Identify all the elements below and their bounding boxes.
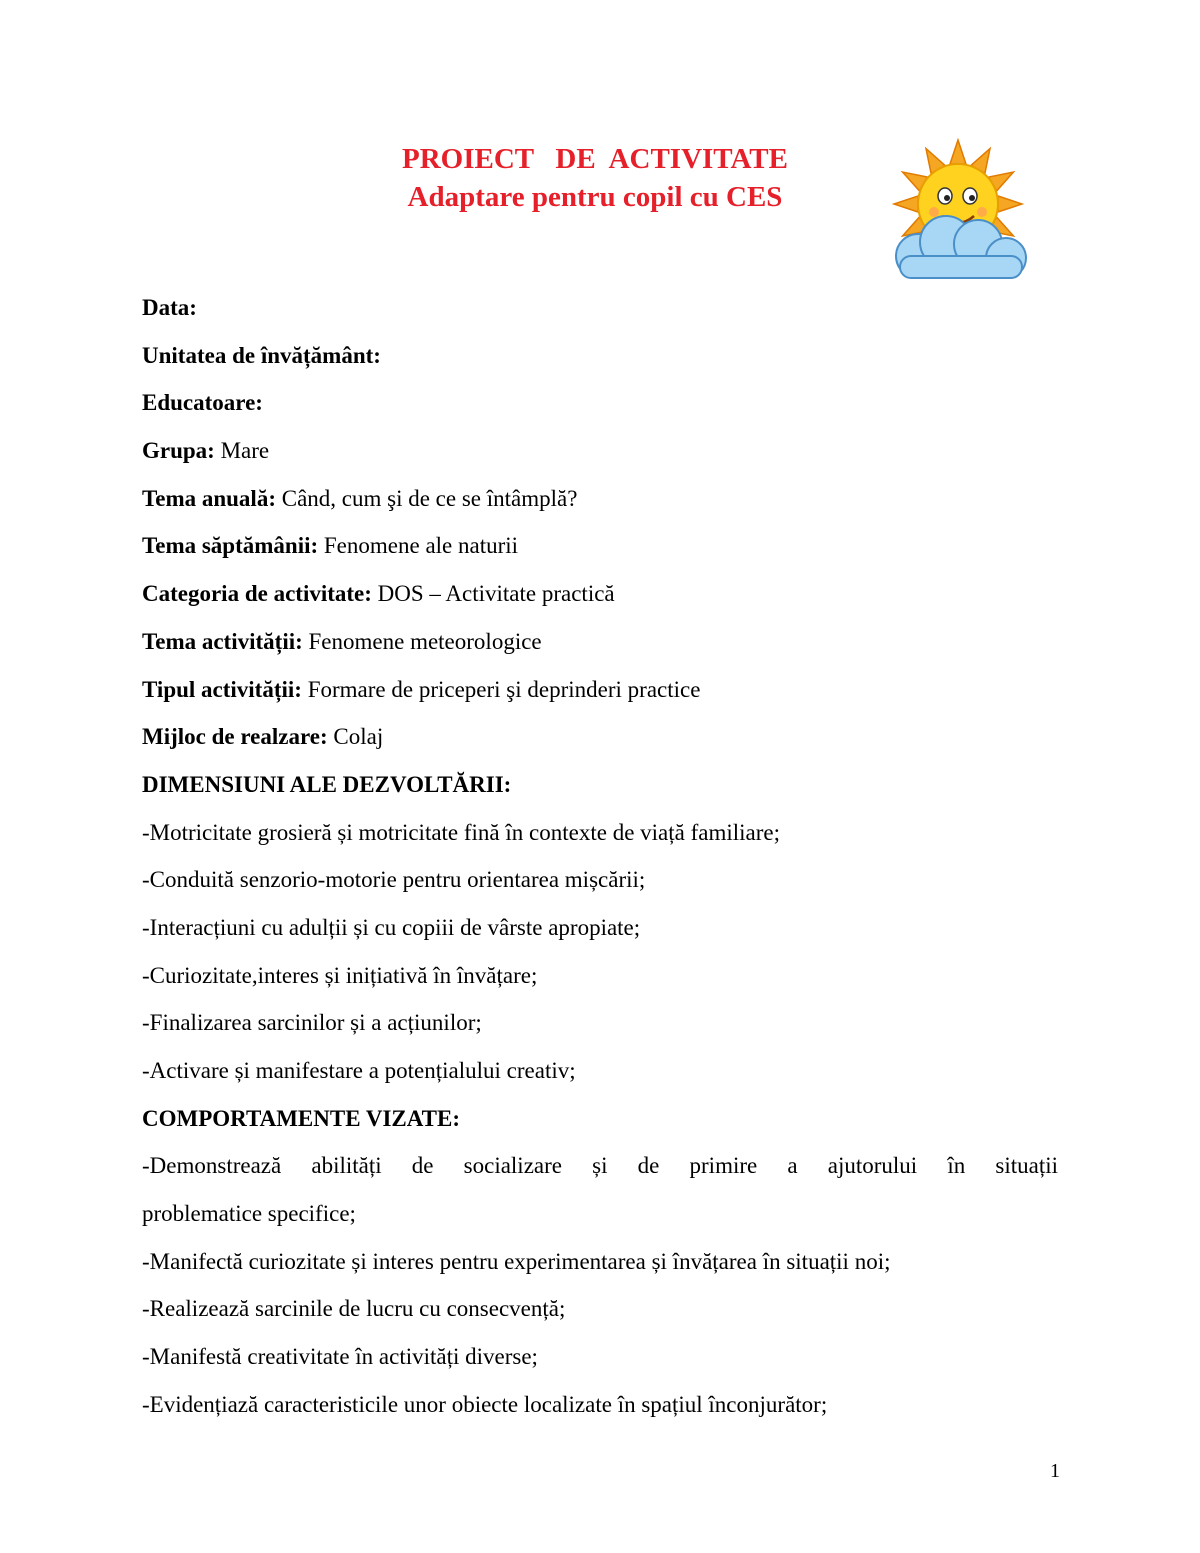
info-row-educatoare — [142, 379, 1058, 427]
info-label: Grupa: — [142, 438, 215, 464]
list-item: problematice specifice; — [142, 1201, 356, 1227]
list-item: -Realizează sarcinile de lucru cu consecvență; — [142, 1296, 566, 1322]
info-value: Formare de priceperi şi deprinderi practice — [307, 676, 701, 702]
info-row-tipul-activitatii — [142, 666, 1058, 714]
dimensiuni-heading: DIMENSIUNI ALE DEZVOLTĂRII: — [142, 771, 512, 797]
info-label: Unitatea de învățământ: — [142, 342, 381, 368]
info-row-unitatea — [142, 332, 1058, 380]
list-item: -Evidențiază caracteristicile unor obiecte localizate în spațiul înconjurător; — [142, 1391, 828, 1417]
document-title: PROIECT DE ACTIVITATE — [402, 143, 788, 175]
list-item: -Manifectă curiozitate și interes pentru experimentarea și învățarea în situații noi; — [142, 1248, 891, 1274]
info-value: Fenomene ale naturii — [323, 533, 519, 559]
info-label: Tema anuală: — [142, 485, 276, 511]
info-value: Când, cum şi de ce se întâmplă? — [281, 485, 578, 511]
info-row-tema-activitatii — [142, 618, 1058, 666]
info-value: DOS – Activitate practică — [377, 581, 615, 607]
info-value: Fenomene meteorologice — [308, 628, 542, 654]
document-body — [142, 284, 1058, 1429]
list-item: -Conduită senzorio-motorie pentru orientarea mișcării; — [142, 867, 646, 893]
list-item: -Manifestă creativitate în activități diverse; — [142, 1344, 538, 1370]
info-label: Mijloc de realzare: — [142, 724, 328, 750]
info-value: Colaj — [333, 724, 384, 750]
info-row-tema-anuala — [142, 475, 1058, 523]
info-row-tema-saptamanii — [142, 522, 1058, 570]
info-label: Tema activității: — [142, 628, 303, 654]
info-label: Categoria de activitate: — [142, 581, 372, 607]
list-item-text: -Demonstrează abilități de socializare și de primire a ajutorului în situații — [142, 1153, 1058, 1179]
list-item: -Curiozitate,interes și inițiativă în învățare; — [142, 962, 538, 988]
list-item: -Activare și manifestare a potențialului creativ; — [142, 1058, 576, 1083]
info-row-mijloc — [142, 713, 1058, 761]
info-value: Mare — [220, 438, 270, 464]
list-item: -Finalizarea sarcinilor și a acțiunilor; — [142, 1010, 482, 1036]
list-item: -Motricitate grosieră și motricitate fină în contexte de viață familiare; — [142, 819, 780, 845]
info-label: Educatoare: — [142, 390, 263, 416]
info-label: Tema săptămânii: — [142, 533, 319, 559]
list-item: -Interacțiuni cu adulții și cu copiii de vârste apropiate; — [142, 914, 641, 940]
info-row-grupa — [142, 427, 1058, 475]
info-label: Data: — [142, 295, 197, 320]
page-number: 1 — [1050, 1460, 1060, 1482]
sun-cloud-icon — [878, 138, 1040, 286]
info-label: Tipul activității: — [142, 676, 302, 702]
list-item — [142, 1142, 1058, 1190]
info-row-categoria — [142, 570, 1058, 618]
info-row-data — [142, 284, 1058, 332]
document-subtitle: Adaptare pentru copil cu CES — [407, 181, 783, 213]
comportamente-heading: COMPORTAMENTE VIZATE: — [142, 1105, 461, 1131]
